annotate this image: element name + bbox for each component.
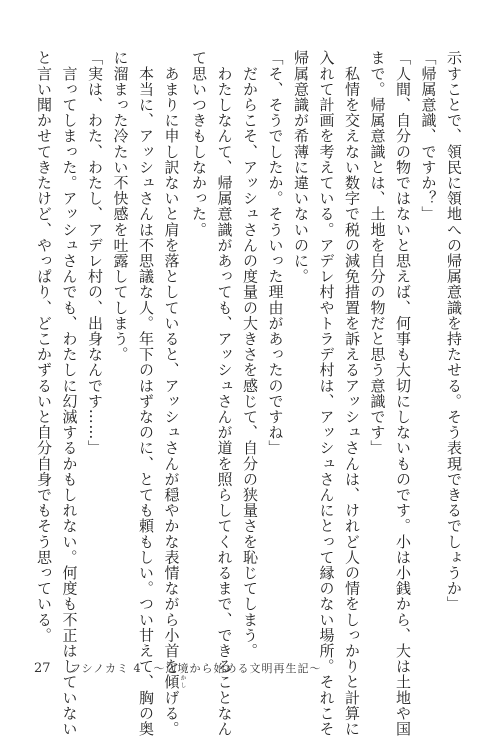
book-title: フシノカミ 4 ～辺境から始める文明再生記～	[70, 662, 322, 675]
furigana-ruby: 傾かし	[162, 674, 186, 690]
page-number: 27	[34, 661, 51, 676]
text-line: と言い聞かせてきたけど、やっぱり、どこかずるいと自分自身でもそう思っている。	[35, 50, 53, 643]
text-line: あまりに申し訳ないと肩を落としていると、アッシュさんが穏やかな表情ながら小首を傾かしげる。	[162, 50, 186, 736]
text-line: 示すことで、領民に領地への帰属意識を持たせる。そう表現できるでしょうか」	[445, 50, 463, 612]
text-line: 入れて計画を考えている。アデレ村やトラデ村は、アッシュさんにとって縁のない場所。それこそ	[317, 50, 336, 736]
text-line: て思いつきもしなかった。	[190, 50, 208, 238]
furigana-text: かし	[179, 674, 186, 690]
text-line: 本当に、アッシュさんは不思議な人。年下のはずなのに、とても頼もしい。つい甘えて、胸の奥	[137, 50, 155, 736]
text-line: 「実は、わた、わたし、アデレ村の、出身なんです……」	[86, 50, 104, 456]
text-line: わたしなんて、帰属意識があっても、アッシュさんが道を照らしてくれるまで、できることなん	[215, 50, 234, 736]
text-line: 言ってしまった。アッシュさんでも、わたしに幻滅するかもしれない。何度も不正はしていない	[60, 50, 79, 736]
text-line: 帰属意識が希薄に違いないのに。	[292, 50, 310, 284]
page-footer	[34, 660, 322, 676]
text-line: 「そ、そうでしたか。そういった理由があったのですね」	[266, 50, 285, 456]
text-line: 私情を交えない数字で税の減免措置を訴えるアッシュさんは、けれど人の情をしっかりと計算に	[343, 50, 361, 736]
text-line: に溜まった冷たい不快感を吐露してしまう。	[111, 50, 130, 362]
text-line: 「人間、自分の物ではないと思えば、何事も大切にしないものです。小は小銭から、大は土地や国	[394, 50, 412, 736]
text-line: まで。帰属意識とは、土地を自分の物だと思う意識です」	[368, 50, 387, 456]
text-line: だからこそ、アッシュさんの度量の大きさを感じて、自分の狭量さを恥じてしまう。	[241, 50, 259, 659]
text-line: 「帰属意識、ですか？」	[419, 50, 438, 222]
